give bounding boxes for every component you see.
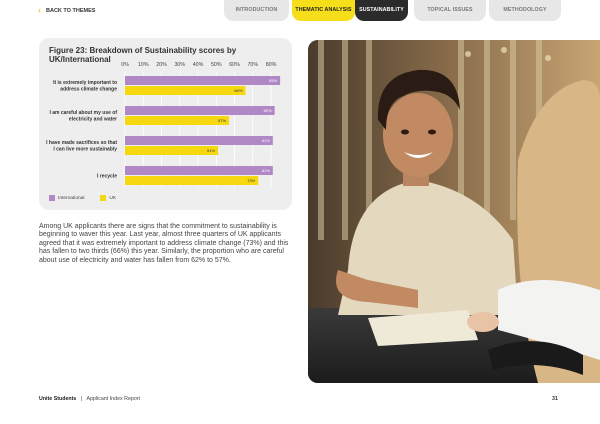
section-tabs — [224, 0, 564, 21]
tab-introduction[interactable]: INTRODUCTION — [224, 0, 289, 21]
footer-separator: | — [80, 396, 83, 402]
bar-uk — [125, 86, 245, 95]
data-label: 51% — [207, 148, 216, 154]
data-label: 81% — [261, 138, 270, 144]
legend-item-international — [49, 195, 84, 201]
tab-topical-issues[interactable]: TOPICAL ISSUES — [414, 0, 486, 21]
category-label: I have made sacrifices so that — [46, 140, 117, 146]
legend-item-uk — [100, 195, 116, 201]
bar-uk — [125, 176, 258, 185]
figure-title: Figure 23: Breakdown of Sustainability scores by UK/International — [49, 46, 237, 64]
bar-international — [125, 76, 280, 85]
x-tick-label: 80% — [265, 62, 277, 68]
back-to-themes-link[interactable] — [38, 6, 95, 15]
bar-international — [125, 106, 275, 115]
category-label: It is extremely important to — [53, 80, 117, 86]
category-label: I am careful about my use of — [49, 110, 117, 116]
x-tick-label: 20% — [156, 62, 167, 68]
chart-legend — [49, 195, 128, 201]
data-label: 73% — [247, 178, 256, 184]
category-label: I recycle — [96, 173, 117, 180]
category-label: electricity and water — [68, 116, 117, 123]
x-tick-label: 50% — [210, 62, 222, 68]
category-label: address climate change — [60, 86, 117, 93]
x-tick-label: 40% — [192, 62, 204, 68]
legend-swatch-international — [49, 195, 55, 201]
bar-uk — [125, 146, 218, 155]
legend-swatch-uk — [100, 195, 106, 201]
page-number: 31 — [552, 396, 558, 402]
x-tick-label: 60% — [229, 62, 240, 68]
body-paragraph: Among UK applicants there are signs that the commitment to sustainability is beginning to waver this year. Last year, almost three quarters of UK applicants agreed that it was extremely important to address climate change (73%) and this has fallen to two thirds (66%) this year. Similarly, the proportion who are careful about use of electricity and water has fallen from 62% to 57%. — [39, 223, 289, 264]
footer-brand: Unite Students — [39, 396, 77, 402]
legend-label-international: International — [58, 195, 85, 201]
back-label: BACK TO THEMES — [46, 7, 96, 14]
footer-report: Applicant Index Report — [86, 396, 141, 402]
bar-international — [125, 136, 273, 145]
bar-chart — [39, 38, 292, 210]
x-tick-label: 10% — [137, 62, 149, 68]
x-tick-label: 30% — [174, 62, 186, 68]
bar-international — [125, 166, 273, 175]
chevron-left-icon: ‹ — [38, 5, 41, 15]
footer — [39, 396, 140, 402]
x-tick-label: 70% — [247, 62, 259, 68]
tab-methodology[interactable]: METHODOLOGY — [489, 0, 561, 21]
tab-thematic-analysis[interactable]: THEMATIC ANALYSIS — [292, 0, 355, 21]
x-tick-label: 0% — [121, 62, 129, 68]
data-label: 66% — [234, 88, 243, 94]
figure-card — [39, 38, 292, 210]
data-label: 57% — [218, 118, 227, 124]
legend-label-uk: UK — [109, 195, 117, 201]
data-label: 82% — [263, 108, 272, 114]
data-label: 81% — [261, 168, 270, 174]
students-photo — [308, 40, 600, 383]
data-label: 85% — [269, 78, 278, 84]
bar-uk — [125, 116, 229, 125]
tab-sustainability[interactable]: SUSTAINABILITY — [355, 0, 408, 21]
category-label: I can live more sustainably — [53, 146, 117, 153]
